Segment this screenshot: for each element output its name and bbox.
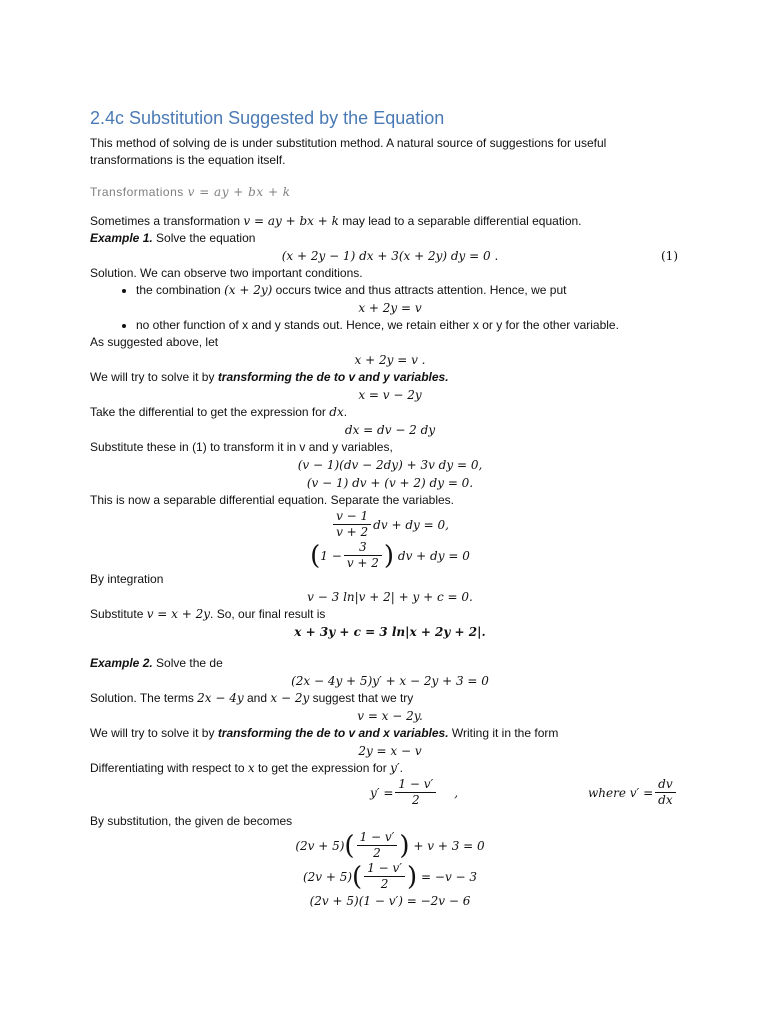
- substitute-sentence: Substitute these in (1) to transform it in v and y variables,: [90, 440, 393, 454]
- subheading-text: Transformations: [90, 185, 184, 199]
- list-item: • no other function of x and y stands out. Hence, we retain either x or y for the other variable.: [136, 317, 690, 334]
- try-sentence-1: We will try to solve it by transforming the de to v and y variables.: [90, 370, 449, 384]
- equation-3: (2v + 5) ( $\frac{1 - v'}{2}$ ) + v + 3 = 0: [295, 830, 485, 861]
- differentiate-sentence: Differentiating with respect to x to get the expression for y′.: [90, 761, 403, 775]
- example1-heading: Example 1. Solve the equation: [90, 231, 256, 245]
- intro-paragraph: This method of solving de is under substitution method. A natural source of suggestions for useful transformations is the equation itself.: [90, 136, 607, 167]
- fraction: $\frac{dv}{dx}$: [655, 777, 675, 808]
- solution2-intro: Solution. The terms 2x − 4y and x − 2y suggest that we try: [90, 691, 414, 705]
- equation-fraction-1: $\frac{v - 1}{v + 2}$ dv + dy = 0,: [90, 509, 690, 540]
- separable-sentence: This is now a separable differential equation. Separate the variables.: [90, 493, 455, 507]
- equation-2y: 2y = x − v: [358, 744, 422, 758]
- differential-sentence: Take the differential to get the expression for dx.: [90, 405, 348, 419]
- by-substitution: By substitution, the given de becomes: [90, 814, 293, 828]
- as-suggested: As suggested above, let: [90, 335, 219, 349]
- equation-fraction-2: ( 1 − $\frac{3}{v + 2}$ ) dv + dy = 0: [310, 540, 470, 571]
- transformation-sentence: Sometimes a transformation v = ay + bx + k may lead to a separable differential equation.: [90, 214, 582, 228]
- equation-v: v = x − 2y.: [357, 709, 423, 723]
- list-item: • the combination (x + 2y) occurs twice and thus attracts attention. Hence, we put: [136, 282, 690, 299]
- equation-number: (1): [661, 249, 678, 263]
- example2-heading: Example 2. Solve the de: [90, 656, 223, 670]
- final-result: x + 3y + c = 3 ln|x + 2y + 2|.: [294, 625, 486, 639]
- section-title: 2.4c Substitution Suggested by the Equation: [90, 108, 445, 128]
- equation-put: x + 2y = v: [358, 301, 422, 315]
- equation-sub-1: (v − 1)(dv − 2dy) + 3v dy = 0,: [297, 458, 483, 472]
- equation-let: x + 2y = v .: [354, 353, 426, 367]
- equation-2: (2x − 4y + 5)y′ + x − 2y + 3 = 0: [291, 674, 489, 688]
- subheading-equation: v = ay + bx + k: [187, 185, 291, 199]
- fraction: $\frac{1 - v'}{2}$: [357, 830, 398, 861]
- conditions-list: [90, 282, 690, 299]
- fraction: $\frac{3}{v + 2}$: [344, 540, 382, 571]
- document-page: [90, 108, 690, 910]
- equation-yprime: y′ = $\frac{1 - v'}{2}$ , where v′ = $\frac{dv}{dx}$: [90, 777, 690, 813]
- fraction: $\frac{v - 1}{v + 2}$: [333, 509, 371, 540]
- fraction: $\frac{1 - v'}{2}$: [395, 777, 436, 808]
- equation-integral: v − 3 ln|v + 2| + y + c = 0.: [307, 590, 473, 604]
- try-sentence-2: We will try to solve it by transforming the de to v and x variables. Writing it in the form: [90, 726, 559, 740]
- final-substitute: Substitute v = x + 2y. So, our final result is: [90, 607, 326, 621]
- solution1-intro: Solution. We can observe two important conditions.: [90, 266, 363, 280]
- equation-dx: dx = dv − 2 dy: [344, 423, 436, 437]
- subheading: [90, 185, 690, 199]
- equation-4: (2v + 5) ( $\frac{1 - v'}{2}$ ) = −v − 3: [302, 861, 478, 892]
- equation-5: (2v + 5)(1 − v′) = −2v − 6: [309, 894, 471, 908]
- fraction: $\frac{1 - v'}{2}$: [364, 861, 405, 892]
- integration-label: By integration: [90, 572, 164, 586]
- equation-sub-2: (v − 1) dv + (v + 2) dy = 0.: [306, 476, 474, 490]
- equation-x: x = v − 2y: [358, 388, 422, 402]
- equation-1: (x + 2y − 1) dx + 3(x + 2y) dy = 0 . (1): [281, 249, 678, 263]
